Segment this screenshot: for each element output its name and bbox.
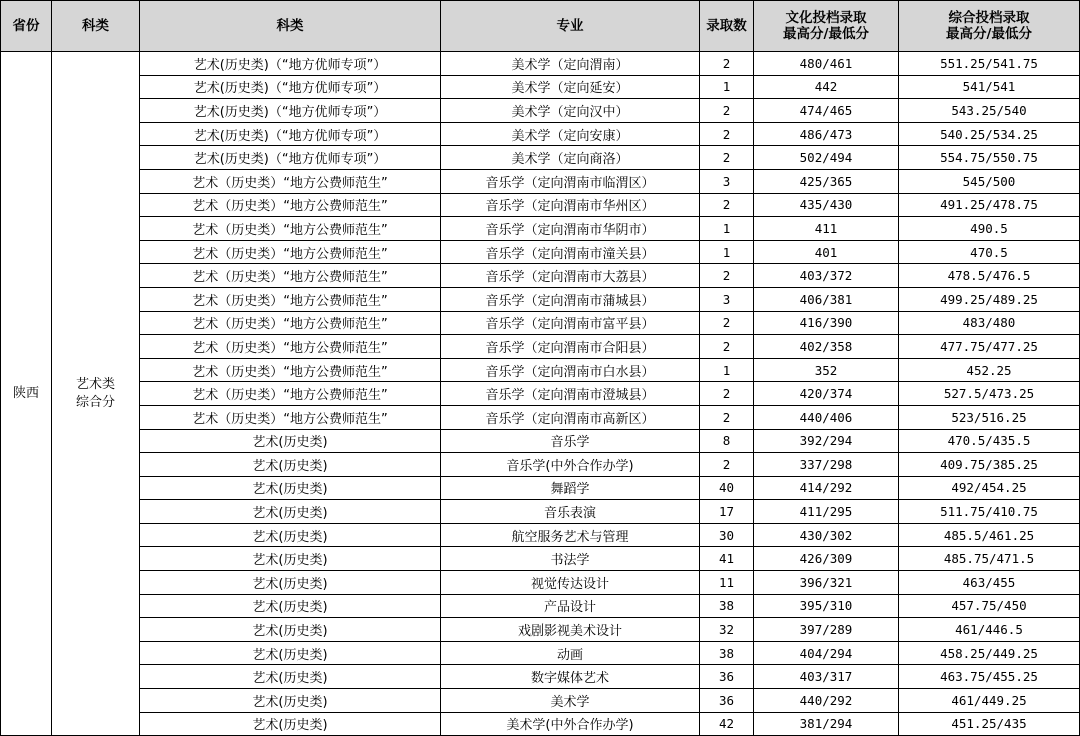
major-cell: 音乐学（定向渭南市华州区） [441,193,700,217]
table-row [1,382,1080,406]
admitted-count-cell: 2 [700,99,754,123]
table-row [1,547,1080,571]
culture-score-cell: 440/406 [754,405,899,429]
table-row [1,264,1080,288]
header-major: 专业 [441,1,700,52]
subject-cell: 艺术(历史类) [140,547,441,571]
culture-score-cell: 396/321 [754,571,899,595]
table-row [1,712,1080,736]
header-category: 科类 [52,1,140,52]
admitted-count-cell: 2 [700,52,754,76]
table-row [1,429,1080,453]
header-subject: 科类 [140,1,441,52]
subject-cell: 艺术（历史类）“地方公费师范生” [140,358,441,382]
composite-score-cell: 452.25 [899,358,1080,382]
admitted-count-cell: 2 [700,146,754,170]
header-composite-line1: 综合投档录取 [948,10,1030,26]
table-row [1,287,1080,311]
header-composite-line2: 最高分/最低分 [946,26,1032,42]
major-cell: 音乐学（定向渭南市华阴市） [441,217,700,241]
major-cell: 音乐学(中外合作办学) [441,453,700,477]
subject-cell: 艺术(历史类)（“地方优师专项”） [140,52,441,76]
subject-cell: 艺术(历史类) [140,476,441,500]
composite-score-cell: 523/516.25 [899,405,1080,429]
composite-score-cell: 499.25/489.25 [899,287,1080,311]
culture-score-cell: 337/298 [754,453,899,477]
table-row [1,99,1080,123]
subject-cell: 艺术(历史类) [140,571,441,595]
admitted-count-cell: 42 [700,712,754,736]
culture-score-cell: 404/294 [754,641,899,665]
composite-score-cell: 551.25/541.75 [899,52,1080,76]
culture-score-cell: 401 [754,240,899,264]
subject-cell: 艺术（历史类）“地方公费师范生” [140,335,441,359]
table-row [1,689,1080,713]
culture-score-cell: 426/309 [754,547,899,571]
table-row [1,146,1080,170]
subject-cell: 艺术(历史类) [140,689,441,713]
major-cell: 音乐学（定向渭南市富平县） [441,311,700,335]
table-row [1,500,1080,524]
major-cell: 视觉传达设计 [441,571,700,595]
admitted-count-cell: 41 [700,547,754,571]
composite-score-cell: 485.5/461.25 [899,523,1080,547]
table-row [1,169,1080,193]
culture-score-cell: 381/294 [754,712,899,736]
major-cell: 音乐学 [441,429,700,453]
composite-score-cell: 409.75/385.25 [899,453,1080,477]
culture-score-cell: 416/390 [754,311,899,335]
major-cell: 美术学（定向汉中） [441,99,700,123]
major-cell: 书法学 [441,547,700,571]
admitted-count-cell: 11 [700,571,754,595]
culture-score-cell: 395/310 [754,594,899,618]
culture-score-cell: 414/292 [754,476,899,500]
composite-score-cell: 461/446.5 [899,618,1080,642]
composite-score-cell: 478.5/476.5 [899,264,1080,288]
composite-score-cell: 477.75/477.25 [899,335,1080,359]
admitted-count-cell: 2 [700,335,754,359]
subject-cell: 艺术(历史类) [140,665,441,689]
table-row [1,358,1080,382]
table-row [1,335,1080,359]
subject-cell: 艺术(历史类)（“地方优师专项”） [140,75,441,99]
admitted-count-cell: 3 [700,287,754,311]
culture-score-cell: 406/381 [754,287,899,311]
culture-score-cell: 425/365 [754,169,899,193]
table-row [1,240,1080,264]
admitted-count-cell: 2 [700,382,754,406]
header-composite-score [899,1,1080,52]
culture-score-cell: 502/494 [754,146,899,170]
culture-score-cell: 392/294 [754,429,899,453]
composite-score-cell: 485.75/471.5 [899,547,1080,571]
subject-cell: 艺术(历史类) [140,523,441,547]
composite-score-cell: 540.25/534.25 [899,122,1080,146]
subject-cell: 艺术（历史类）“地方公费师范生” [140,311,441,335]
subject-cell: 艺术(历史类)（“地方优师专项”） [140,122,441,146]
header-row [1,1,1080,52]
culture-score-cell: 403/372 [754,264,899,288]
subject-cell: 艺术（历史类）“地方公费师范生” [140,405,441,429]
admitted-count-cell: 2 [700,311,754,335]
table-row [1,405,1080,429]
major-cell: 美术学（定向延安） [441,75,700,99]
major-cell: 美术学 [441,689,700,713]
culture-score-cell: 435/430 [754,193,899,217]
composite-score-cell: 458.25/449.25 [899,641,1080,665]
table-row [1,311,1080,335]
composite-score-cell: 461/449.25 [899,689,1080,713]
culture-score-cell: 397/289 [754,618,899,642]
composite-score-cell: 470.5/435.5 [899,429,1080,453]
table-row [1,122,1080,146]
table-row [1,665,1080,689]
major-cell: 美术学（定向渭南） [441,52,700,76]
culture-score-cell: 442 [754,75,899,99]
admitted-count-cell: 2 [700,264,754,288]
admitted-count-cell: 36 [700,665,754,689]
category-line1: 艺术类 [75,376,115,392]
admitted-count-cell: 30 [700,523,754,547]
major-cell: 美术学（定向安康） [441,122,700,146]
subject-cell: 艺术(历史类) [140,594,441,618]
admitted-count-cell: 1 [700,217,754,241]
subject-cell: 艺术(历史类) [140,429,441,453]
major-cell: 舞蹈学 [441,476,700,500]
subject-cell: 艺术（历史类）“地方公费师范生” [140,193,441,217]
subject-cell: 艺术（历史类）“地方公费师范生” [140,217,441,241]
admitted-count-cell: 32 [700,618,754,642]
composite-score-cell: 457.75/450 [899,594,1080,618]
major-cell: 音乐表演 [441,500,700,524]
admitted-count-cell: 38 [700,641,754,665]
composite-score-cell: 490.5 [899,217,1080,241]
major-cell: 音乐学（定向渭南市高新区） [441,405,700,429]
subject-cell: 艺术(历史类) [140,453,441,477]
table-row [1,571,1080,595]
subject-cell: 艺术（历史类）“地方公费师范生” [140,240,441,264]
subject-cell: 艺术（历史类）“地方公费师范生” [140,382,441,406]
composite-score-cell: 492/454.25 [899,476,1080,500]
major-cell: 音乐学（定向渭南市蒲城县） [441,287,700,311]
major-cell: 产品设计 [441,594,700,618]
culture-score-cell: 402/358 [754,335,899,359]
subject-cell: 艺术(历史类)（“地方优师专项”） [140,99,441,123]
subject-cell: 艺术（历史类）“地方公费师范生” [140,264,441,288]
category-line2: 综合分 [75,394,115,410]
culture-score-cell: 474/465 [754,99,899,123]
table-row [1,52,1080,76]
composite-score-cell: 483/480 [899,311,1080,335]
admitted-count-cell: 38 [700,594,754,618]
admitted-count-cell: 3 [700,169,754,193]
header-culture-line1: 文化投档录取 [785,10,867,26]
admitted-count-cell: 40 [700,476,754,500]
culture-score-cell: 403/317 [754,665,899,689]
header-culture-score [754,1,899,52]
composite-score-cell: 470.5 [899,240,1080,264]
subject-cell: 艺术(历史类) [140,500,441,524]
major-cell: 戏剧影视美术设计 [441,618,700,642]
province-cell: 陕西 [1,52,52,736]
header-province: 省份 [1,1,52,52]
admitted-count-cell: 2 [700,193,754,217]
admitted-count-cell: 2 [700,405,754,429]
subject-cell: 艺术(历史类)（“地方优师专项”） [140,146,441,170]
composite-score-cell: 491.25/478.75 [899,193,1080,217]
subject-cell: 艺术(历史类) [140,641,441,665]
major-cell: 音乐学（定向渭南市澄城县） [441,382,700,406]
major-cell: 音乐学（定向渭南市大荔县） [441,264,700,288]
composite-score-cell: 543.25/540 [899,99,1080,123]
table-row [1,476,1080,500]
major-cell: 美术学(中外合作办学) [441,712,700,736]
admitted-count-cell: 1 [700,358,754,382]
composite-score-cell: 527.5/473.25 [899,382,1080,406]
culture-score-cell: 440/292 [754,689,899,713]
major-cell: 数字媒体艺术 [441,665,700,689]
major-cell: 音乐学（定向渭南市临渭区） [441,169,700,193]
major-cell: 音乐学（定向渭南市潼关县） [441,240,700,264]
composite-score-cell: 451.25/435 [899,712,1080,736]
table-row [1,618,1080,642]
subject-cell: 艺术（历史类）“地方公费师范生” [140,287,441,311]
admitted-count-cell: 1 [700,75,754,99]
subject-cell: 艺术(历史类) [140,618,441,642]
major-cell: 动画 [441,641,700,665]
composite-score-cell: 545/500 [899,169,1080,193]
composite-score-cell: 463/455 [899,571,1080,595]
subject-cell: 艺术(历史类) [140,712,441,736]
table-row [1,641,1080,665]
culture-score-cell: 352 [754,358,899,382]
major-cell: 音乐学（定向渭南市白水县） [441,358,700,382]
major-cell: 美术学（定向商洛） [441,146,700,170]
culture-score-cell: 430/302 [754,523,899,547]
admitted-count-cell: 8 [700,429,754,453]
admitted-count-cell: 2 [700,122,754,146]
composite-score-cell: 554.75/550.75 [899,146,1080,170]
culture-score-cell: 480/461 [754,52,899,76]
culture-score-cell: 411/295 [754,500,899,524]
header-admitted: 录取数 [700,1,754,52]
table-row [1,453,1080,477]
composite-score-cell: 541/541 [899,75,1080,99]
table-row [1,594,1080,618]
table-body [1,52,1080,736]
admitted-count-cell: 2 [700,453,754,477]
admitted-count-cell: 36 [700,689,754,713]
composite-score-cell: 463.75/455.25 [899,665,1080,689]
major-cell: 音乐学（定向渭南市合阳县） [441,335,700,359]
admitted-count-cell: 17 [700,500,754,524]
culture-score-cell: 420/374 [754,382,899,406]
major-cell: 航空服务艺术与管理 [441,523,700,547]
table-row [1,75,1080,99]
table-row [1,523,1080,547]
header-culture-line2: 最高分/最低分 [783,26,869,42]
category-cell [52,52,140,736]
subject-cell: 艺术（历史类）“地方公费师范生” [140,169,441,193]
admitted-count-cell: 1 [700,240,754,264]
table-row [1,193,1080,217]
table-row [1,217,1080,241]
composite-score-cell: 511.75/410.75 [899,500,1080,524]
culture-score-cell: 486/473 [754,122,899,146]
culture-score-cell: 411 [754,217,899,241]
